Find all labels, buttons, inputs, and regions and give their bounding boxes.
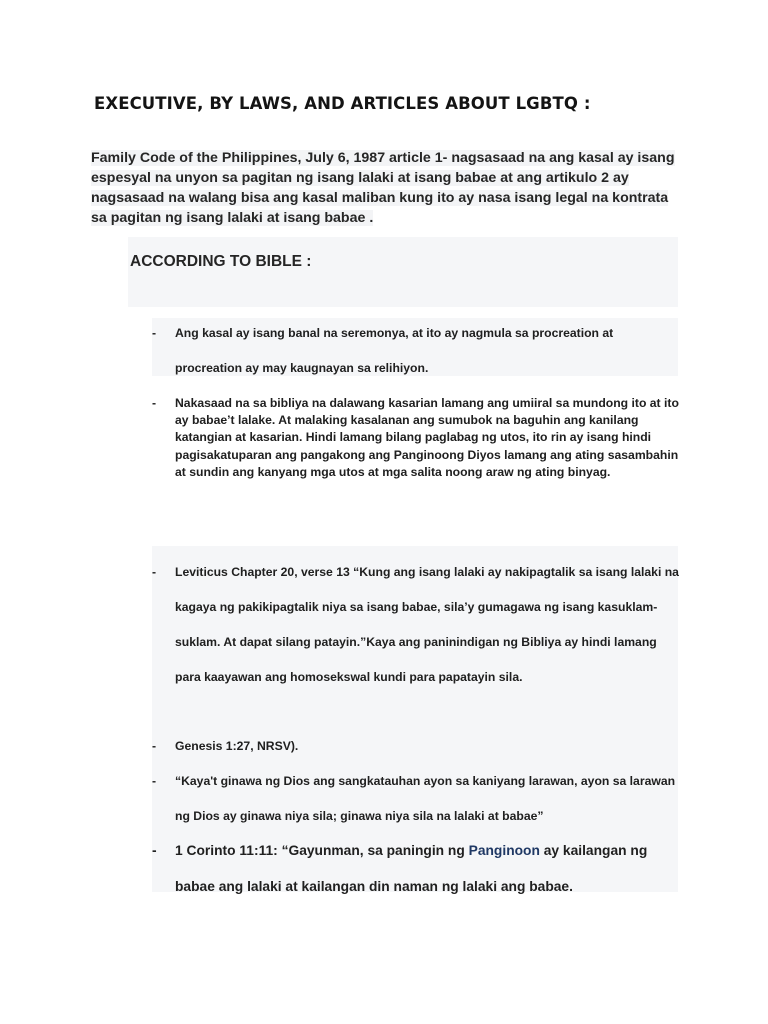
bible-item-3-text: Leviticus Chapter 20, verse 13 “Kung ang isang lalaki ay nakipagtalik sa isang lalaki na kagaya ng pakikipagtalik niya sa isang babae, sila’y gumagawa ng isang kasuklam-suklam. At dapat silang patayin.”Kaya ang paninindigan ng Bibliya ay hindi lamang para kaayawan ang homosekswal kundi para papatayin sila.: [175, 565, 679, 684]
bullet-dash: -: [152, 326, 157, 340]
bible-item-6-text: [175, 833, 680, 905]
panginoon-link[interactable]: Panginoon: [468, 843, 540, 858]
bible-item-2-text: Nakasaad na sa bibliya na dalawang kasarian lamang ang umiiral sa mundong ito at ito ay babae’t lalake. At malaking kasalanan ang sumubok na baguhin ang kanilang katangian at kasarian. Hindi lamang bilang paglabag ng utos, ito rin ay isang hindi pagisakatuparan ang pangakong ang Panginoong Diyos lamang ang ating sasambahin at sundin ang kanyang mga utos at mga salita noong araw ng ating binyag.: [175, 396, 679, 479]
bible-list-item: [152, 729, 680, 764]
bullet-dash: -: [152, 843, 157, 858]
page-title: EXECUTIVE, BY LAWS, AND ARTICLES ABOUT LGBTQ :: [94, 94, 591, 113]
bible-list-item: [152, 764, 680, 834]
bullet-dash: -: [152, 396, 157, 410]
bullet-dash: -: [152, 565, 157, 579]
bible-list-item: [152, 316, 680, 386]
bible-item-4-text: Genesis 1:27, NRSV).: [175, 739, 299, 753]
family-code-paragraph: [91, 148, 683, 228]
bible-heading-shading: [128, 237, 678, 307]
bible-list-item: [152, 833, 680, 905]
bible-item-5-text: “Kaya't ginawa ng Dios ang sangkatauhan ayon sa kaniyang larawan, ayon sa larawan ng Dios ay ginawa niya sila; ginawa niya sila na lalaki at babae”: [175, 774, 676, 823]
bible-section-heading: ACCORDING TO BIBLE :: [130, 253, 312, 270]
bible-list-item: [152, 555, 680, 695]
bible-list-item: [152, 395, 680, 481]
corinthians-text-start: 1 Corinto 11:11: “Gayunman, sa paningin ng: [175, 843, 469, 858]
corinthians-text-end: ay kailangan ng babae ang lalaki at kailangan din naman ng lalaki ang babae.: [175, 843, 648, 894]
bullet-dash: -: [152, 739, 157, 753]
family-code-text: Family Code of the Philippines, July 6, 1987 article 1- nagsasaad na ang kasal ay isang espesyal na unyon sa pagitan ng isang lalaki at isang babae at ang artikulo 2 ay nagsasaad na walang bisa ang kasal maliban kung ito ay nasa isang legal na kontrata sa pagitan ng isang lalaki at isang babae .: [91, 150, 675, 226]
bullet-dash: -: [152, 774, 157, 788]
bible-item-1-text: Ang kasal ay isang banal na seremonya, at ito ay nagmula sa procreation at procreation ay may kaugnayan sa relihiyon.: [175, 326, 614, 375]
